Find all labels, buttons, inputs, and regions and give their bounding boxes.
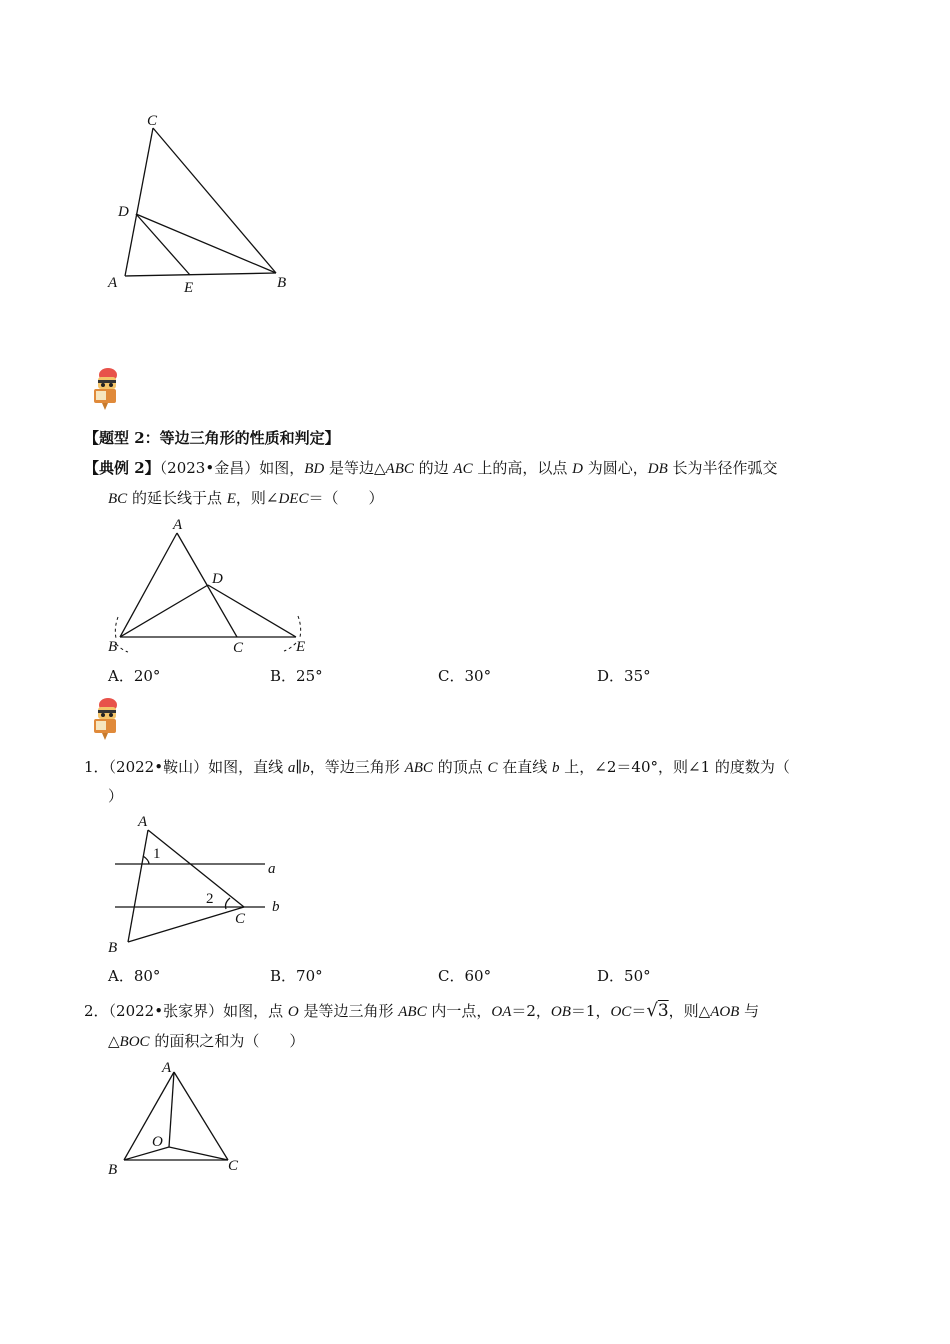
text: 与 — [739, 1002, 760, 1020]
text: ＝2， — [511, 1002, 551, 1020]
var: E — [226, 491, 236, 507]
var: O — [287, 1004, 299, 1020]
var: OB — [550, 1004, 571, 1020]
text: 是等边三角形 — [298, 1002, 399, 1020]
choice-b: B．70° — [270, 967, 323, 985]
text: ∥ — [295, 758, 303, 776]
text: 如图， — [259, 459, 305, 477]
text: 上，∠2＝40°，则∠1 的度数为（ — [559, 758, 790, 776]
q1-source: （2022•鞍山） — [108, 758, 209, 776]
choice-c: C．30° — [438, 667, 492, 685]
text: 的边 — [413, 459, 454, 477]
text: 内一点， — [426, 1002, 492, 1020]
var: DEC — [278, 491, 309, 507]
var: b — [552, 760, 560, 776]
var: a — [287, 760, 296, 776]
figure-equilateral-bde — [100, 512, 320, 662]
label-a: A — [108, 275, 118, 291]
label-b: B — [108, 639, 118, 655]
label-a: A — [173, 517, 183, 533]
choice-a: A．80° — [108, 967, 161, 985]
label-b: B — [108, 940, 118, 956]
label-a: A — [138, 814, 148, 830]
mascot-icon — [86, 695, 126, 741]
example2-line2 — [108, 483, 383, 514]
choice-a: A．20° — [108, 667, 161, 685]
sqrt-symbol: √ — [646, 1000, 658, 1021]
label-a: A — [162, 1060, 172, 1076]
text: ＝（ ） — [308, 489, 384, 507]
var: ABC — [385, 461, 414, 477]
var: D — [572, 461, 583, 477]
var: AOB — [710, 1004, 740, 1020]
label-c: C — [235, 911, 246, 927]
text: ，则∠ — [235, 489, 279, 507]
label-c: C — [233, 640, 244, 656]
choice-b: B．25° — [270, 667, 323, 685]
var: BOC — [119, 1034, 150, 1050]
text: 的延长线于点 — [127, 489, 227, 507]
var: BC — [108, 491, 128, 507]
var: b — [302, 760, 310, 776]
figure-triangle-abc-1 — [100, 105, 300, 305]
example2-line1 — [84, 453, 778, 484]
label-d: D — [118, 204, 129, 220]
example2-source: （2023•金昌） — [159, 459, 260, 477]
label-e: E — [296, 639, 306, 655]
q2-number: 2． — [84, 1002, 109, 1020]
figure-parallel-lines — [100, 808, 290, 958]
var: OA — [491, 1004, 512, 1020]
var: ABC — [404, 760, 433, 776]
label-1: 1 — [153, 846, 161, 862]
var: DB — [647, 461, 668, 477]
text: ＝ — [631, 1002, 647, 1020]
text: ，等边三角形 — [309, 758, 405, 776]
sqrt-value: 3 — [657, 1001, 669, 1021]
section-title: 【题型 2：等边三角形的性质和判定】 — [84, 429, 340, 447]
text: 如图，直线 — [208, 758, 288, 776]
label-line-a: a — [268, 861, 276, 877]
choice-c: C．60° — [438, 967, 492, 985]
figure-point-inside-triangle — [100, 1055, 250, 1185]
q1-line2: ） — [108, 787, 124, 805]
q1-line1 — [84, 752, 790, 783]
text: 上的高，以点 — [472, 459, 573, 477]
label-c: C — [228, 1158, 239, 1174]
var: AC — [453, 461, 473, 477]
var: C — [487, 760, 498, 776]
label-b: B — [108, 1162, 118, 1178]
choice-d: D．50° — [597, 967, 651, 985]
text: 的顶点 — [432, 758, 488, 776]
text: ＝1， — [570, 1002, 611, 1020]
label-e: E — [184, 280, 194, 296]
label-d: D — [212, 571, 223, 587]
text: 如图，点 — [223, 1002, 288, 1020]
var: ABC — [398, 1004, 427, 1020]
example2-prefix: 【典例 2】 — [84, 459, 160, 477]
mascot-icon — [86, 365, 126, 411]
q1-number: 1． — [84, 758, 109, 776]
text: 长为半径作弧交 — [667, 459, 778, 477]
text: 是等边△ — [324, 459, 386, 477]
label-b: B — [277, 275, 287, 291]
choice-d: D．35° — [597, 667, 651, 685]
text: △ — [108, 1032, 120, 1050]
label-o: O — [152, 1134, 163, 1150]
label-line-b: b — [272, 899, 280, 915]
q2-line2 — [108, 1026, 304, 1057]
var: OC — [610, 1004, 632, 1020]
var: BD — [304, 461, 325, 477]
text: 在直线 — [497, 758, 553, 776]
text: ，则△ — [668, 1002, 711, 1020]
label-2: 2 — [206, 891, 214, 907]
q2-line1 — [84, 996, 759, 1027]
text: 的面积之和为（ ） — [149, 1032, 305, 1050]
q2-source: （2022•张家界） — [108, 1002, 224, 1020]
label-c: C — [147, 113, 158, 129]
text: 为圆心， — [582, 459, 648, 477]
